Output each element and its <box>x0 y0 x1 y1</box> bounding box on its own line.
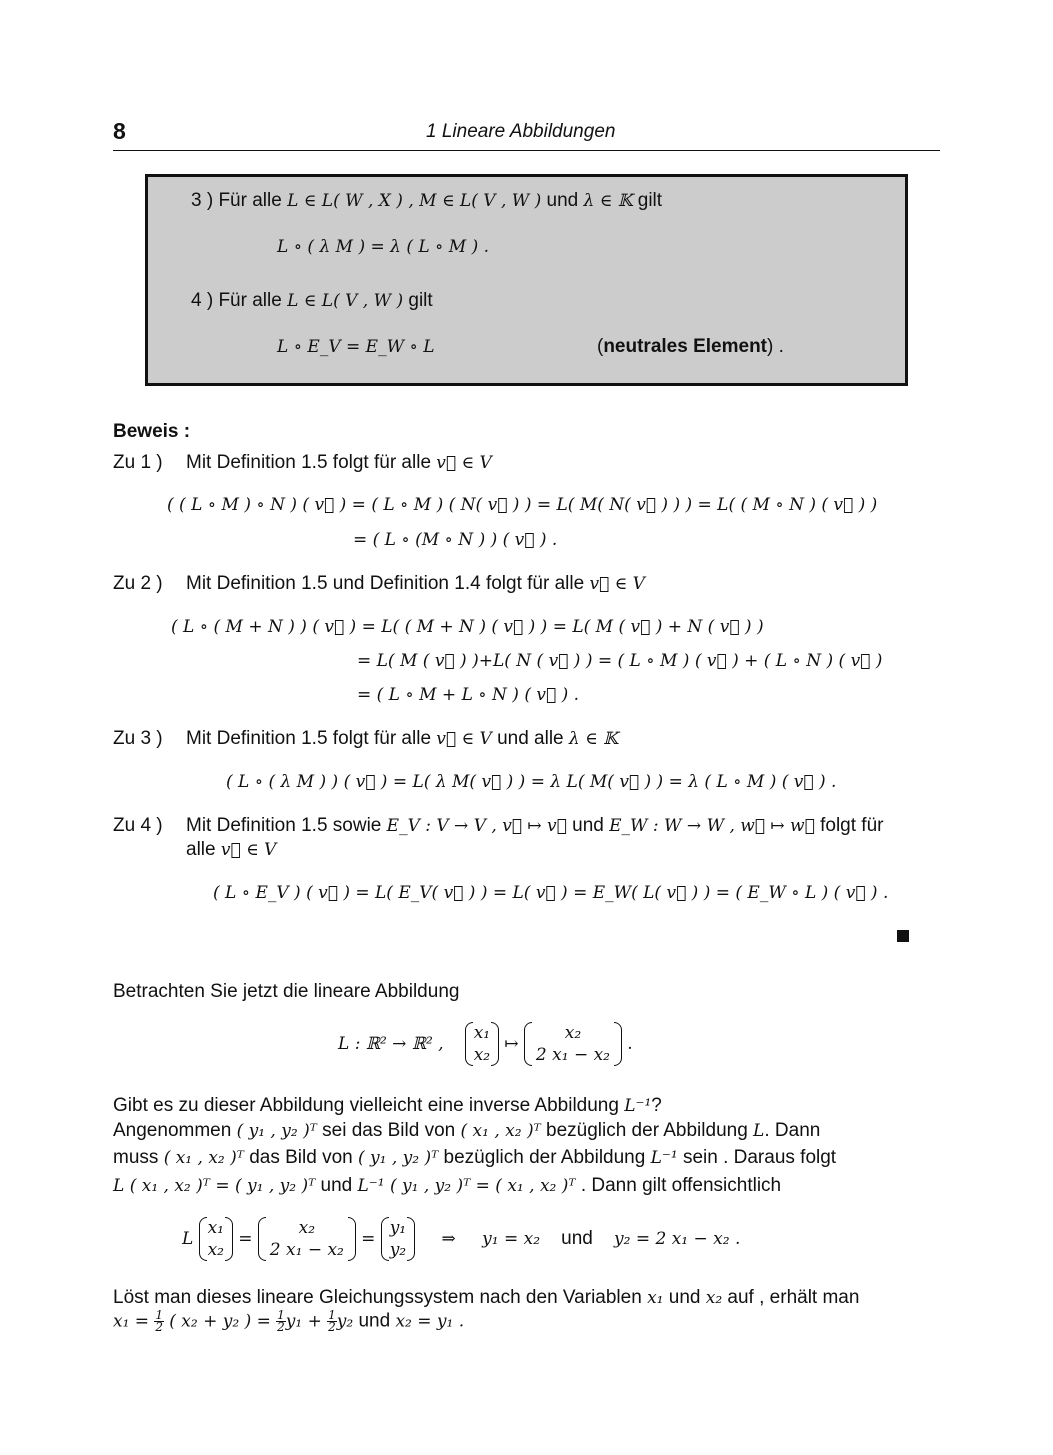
frac-den-3: 2 <box>328 1320 336 1334</box>
zu3-equation: ( L ∘ ( λ M ) ) ( v⃗ ) = L( λ M( v⃗ ) ) = λ L( M( v⃗ ) ) = λ ( L ∘ M ) ( v⃗ ) . <box>226 772 837 792</box>
zu3-v: v⃗ ∈ V <box>436 729 492 749</box>
vector-x2: x₂ <box>473 1045 491 1065</box>
p1-d: . Dann <box>764 1120 821 1141</box>
zu4-label: Zu 4 ) <box>113 815 163 836</box>
sol-4: y₂ <box>336 1311 354 1332</box>
last-b: auf , erhält man <box>727 1287 860 1308</box>
item3-sets: L ∈ L( W , X ) , M ∈ L( V , W ) <box>287 191 542 211</box>
zu3-lambda: λ ∈ 𝕂 <box>568 729 618 749</box>
sol-2: ( x₂ + y₂ ) = <box>169 1311 271 1332</box>
zu1-v: v⃗ ∈ V <box>436 453 492 473</box>
p1-b: sei das Bild von <box>322 1120 456 1141</box>
zu1-sentence: Mit Definition 1.5 folgt für alle <box>186 452 432 473</box>
map-domain: L : ℝ² → ℝ² , <box>338 1034 444 1054</box>
image-bottom: 2 x₁ − x₂ <box>535 1045 610 1065</box>
system-equation <box>182 1217 740 1261</box>
p3-m2: L⁻¹ ( y₁ , y₂ )ᵀ = ( x₁ , x₂ )ᵀ <box>357 1176 576 1196</box>
page-number: 8 <box>113 118 126 144</box>
implies-symbol: ⇒ <box>441 1229 456 1249</box>
eq-x1: x₁ <box>207 1218 224 1238</box>
paragraph-line-1 <box>113 1120 820 1142</box>
item3-label: 3 ) Für alle <box>191 190 282 211</box>
last-x2: x₂ <box>705 1288 723 1308</box>
eq-L: L <box>182 1229 194 1249</box>
eq-x2: x₂ <box>207 1240 224 1260</box>
frac-num-1: 1 <box>155 1308 163 1322</box>
zu1-label: Zu 1 ) <box>113 452 163 473</box>
zu1-text <box>186 452 492 474</box>
eq-und: und <box>561 1228 593 1249</box>
zu3-und: und alle <box>497 728 564 749</box>
eq-y-vector <box>381 1217 415 1261</box>
frac-den-2: 2 <box>277 1320 285 1334</box>
sol-und: und <box>358 1310 391 1332</box>
zu2-equation-2: = L( M ( v⃗ ) )+L( N ( v⃗ ) ) = ( L ∘ M ) ( v⃗ ) + ( L ∘ N ) ( v⃗ ) <box>357 651 883 671</box>
zu2-label: Zu 2 ) <box>113 573 163 594</box>
p2-c: bezüglich der Abbildung <box>443 1147 646 1168</box>
eq-img-top: x₂ <box>298 1218 316 1238</box>
eq-image-vector <box>258 1217 356 1261</box>
fraction-half-3 <box>327 1310 337 1333</box>
item4-gilt: gilt <box>408 290 433 311</box>
zu4-sentence: Mit Definition 1.5 sowie <box>186 815 382 836</box>
zu4-alle: alle <box>186 839 216 860</box>
p3-end: . Dann gilt offensichtlich <box>580 1175 782 1196</box>
eq-equals-1: = <box>238 1229 253 1249</box>
zu1-equation-1: ( ( L ∘ M ) ∘ N ) ( v⃗ ) = ( L ∘ M ) ( N( v⃗ ) ) = L( M( N( v⃗ ) ) ) = L( ( M ∘ N ) ( v⃗ ) ) <box>167 495 878 515</box>
p2-a: muss <box>113 1147 159 1168</box>
zu1-equation-2: = ( L ∘ (M ∘ N ) ) ( v⃗ ) . <box>353 530 558 550</box>
fraction-half-2 <box>276 1310 286 1333</box>
vector-x1: x₁ <box>473 1023 491 1043</box>
zu3-label: Zu 3 ) <box>113 728 163 749</box>
sol-5: x₂ = y₁ . <box>395 1311 465 1332</box>
p3-m1: L ( x₁ , x₂ )ᵀ = ( y₁ , y₂ )ᵀ <box>113 1176 316 1196</box>
item4-sets: L ∈ L( V , W ) <box>287 291 404 311</box>
running-title: 1 Lineare Abbildungen <box>426 121 616 142</box>
item3-gilt: gilt <box>637 190 663 211</box>
last-und: und <box>668 1287 701 1308</box>
box-item-4 <box>191 290 433 312</box>
p1-m1: ( y₁ , y₂ )ᵀ <box>236 1121 317 1141</box>
zu4-identity-v: E_V : V → V , v⃗ ↦ v⃗ <box>386 816 567 836</box>
last-a: Löst man dieses lineare Gleichungssystem nach den Variablen <box>113 1287 642 1308</box>
note-open: ( <box>597 336 604 357</box>
paragraph-line-2 <box>113 1147 836 1169</box>
item3-formula: L ∘ ( λ M ) = λ ( L ∘ M ) . <box>277 237 490 257</box>
last-x1: x₁ <box>647 1288 664 1308</box>
p1-c: bezüglich der Abbildung <box>546 1120 748 1141</box>
neutral-element-term: neutrales Element <box>603 336 767 357</box>
frac-num-2: 1 <box>277 1308 285 1322</box>
input-vector <box>465 1022 499 1066</box>
p2-b: das Bild von <box>249 1147 353 1168</box>
eq-x-vector <box>199 1217 233 1261</box>
item4-formula: L ∘ E_V = E_W ∘ L <box>277 337 435 357</box>
item4-label: 4 ) Für alle <box>191 290 282 311</box>
zu4-und: und <box>572 815 604 836</box>
solve-sentence <box>113 1287 859 1309</box>
image-vector <box>524 1022 622 1066</box>
eq-y2: y₂ <box>389 1240 407 1260</box>
box-item-3 <box>191 190 662 212</box>
fraction-half-1 <box>154 1310 164 1333</box>
map-period: . <box>627 1034 633 1054</box>
inverse-question <box>113 1095 662 1117</box>
mapsto-symbol: ↦ <box>504 1034 519 1054</box>
zu2-equation-1: ( L ∘ ( M + N ) ) ( v⃗ ) = L( ( M + N ) ( v⃗ ) ) = L( M ( v⃗ ) + N ( v⃗ ) ) <box>171 617 764 637</box>
paragraph-line-3 <box>113 1175 781 1197</box>
p2-m3: L⁻¹ <box>650 1148 678 1168</box>
item3-lambda: λ ∈ 𝕂 <box>583 191 633 211</box>
zu2-equation-3: = ( L ∘ M + L ∘ N ) ( v⃗ ) . <box>357 685 580 705</box>
zu4-folgt: folgt für <box>820 815 884 836</box>
zu2-text <box>186 573 645 595</box>
image-top: x₂ <box>564 1023 582 1043</box>
eq-result-1: y₁ = x₂ <box>482 1229 541 1249</box>
zu4-identity-w: E_W : W → W , w⃗ ↦ w⃗ <box>609 816 815 836</box>
example-intro: Betrachten Sie jetzt die lineare Abbildung <box>113 981 460 1002</box>
zu4-text-line-2 <box>186 839 276 861</box>
item4-note <box>597 336 784 358</box>
item3-und: und <box>546 190 579 211</box>
eq-img-bottom: 2 x₁ − x₂ <box>269 1240 344 1260</box>
proof-heading: Beweis : <box>113 421 191 442</box>
zu2-v: v⃗ ∈ V <box>589 574 645 594</box>
zu4-text-line-1 <box>186 815 883 837</box>
question-mark: ? <box>651 1095 662 1116</box>
p1-a: Angenommen <box>113 1120 232 1141</box>
zu2-sentence: Mit Definition 1.5 und Definition 1.4 folgt für alle <box>186 573 585 594</box>
sol-3: y₁ + <box>285 1311 322 1332</box>
p2-d: sein . Daraus folgt <box>682 1147 837 1168</box>
p3-und: und <box>320 1175 353 1196</box>
p2-m2: ( y₁ , y₂ )ᵀ <box>358 1148 439 1168</box>
map-definition <box>338 1022 633 1066</box>
header-rule <box>113 150 940 151</box>
zu3-sentence: Mit Definition 1.5 folgt für alle <box>186 728 432 749</box>
eq-equals-2: = <box>361 1229 376 1249</box>
question-inverse: L⁻¹ <box>624 1096 652 1116</box>
question-text: Gibt es zu dieser Abbildung vielleicht eine inverse Abbildung <box>113 1095 619 1116</box>
p1-m2: ( x₁ , x₂ )ᵀ <box>460 1121 541 1141</box>
solution-line <box>113 1310 464 1333</box>
zu4-equation: ( L ∘ E_V ) ( v⃗ ) = L( E_V( v⃗ ) ) = L( v⃗ ) = E_W( L( v⃗ ) ) = ( E_W ∘ L ) ( v⃗ ) . <box>213 883 889 903</box>
zu3-text <box>186 728 618 750</box>
note-close: ) . <box>767 336 784 357</box>
zu4-v: v⃗ ∈ V <box>220 840 277 860</box>
sol-1: x₁ = <box>113 1311 150 1332</box>
qed-square <box>897 930 909 942</box>
frac-num-3: 1 <box>328 1308 336 1322</box>
eq-result-2: y₂ = 2 x₁ − x₂ . <box>614 1229 741 1249</box>
eq-y1: y₁ <box>389 1218 407 1238</box>
p2-m1: ( x₁ , x₂ )ᵀ <box>163 1148 244 1168</box>
p1-m3: L <box>753 1121 765 1141</box>
frac-den-1: 2 <box>155 1320 163 1334</box>
